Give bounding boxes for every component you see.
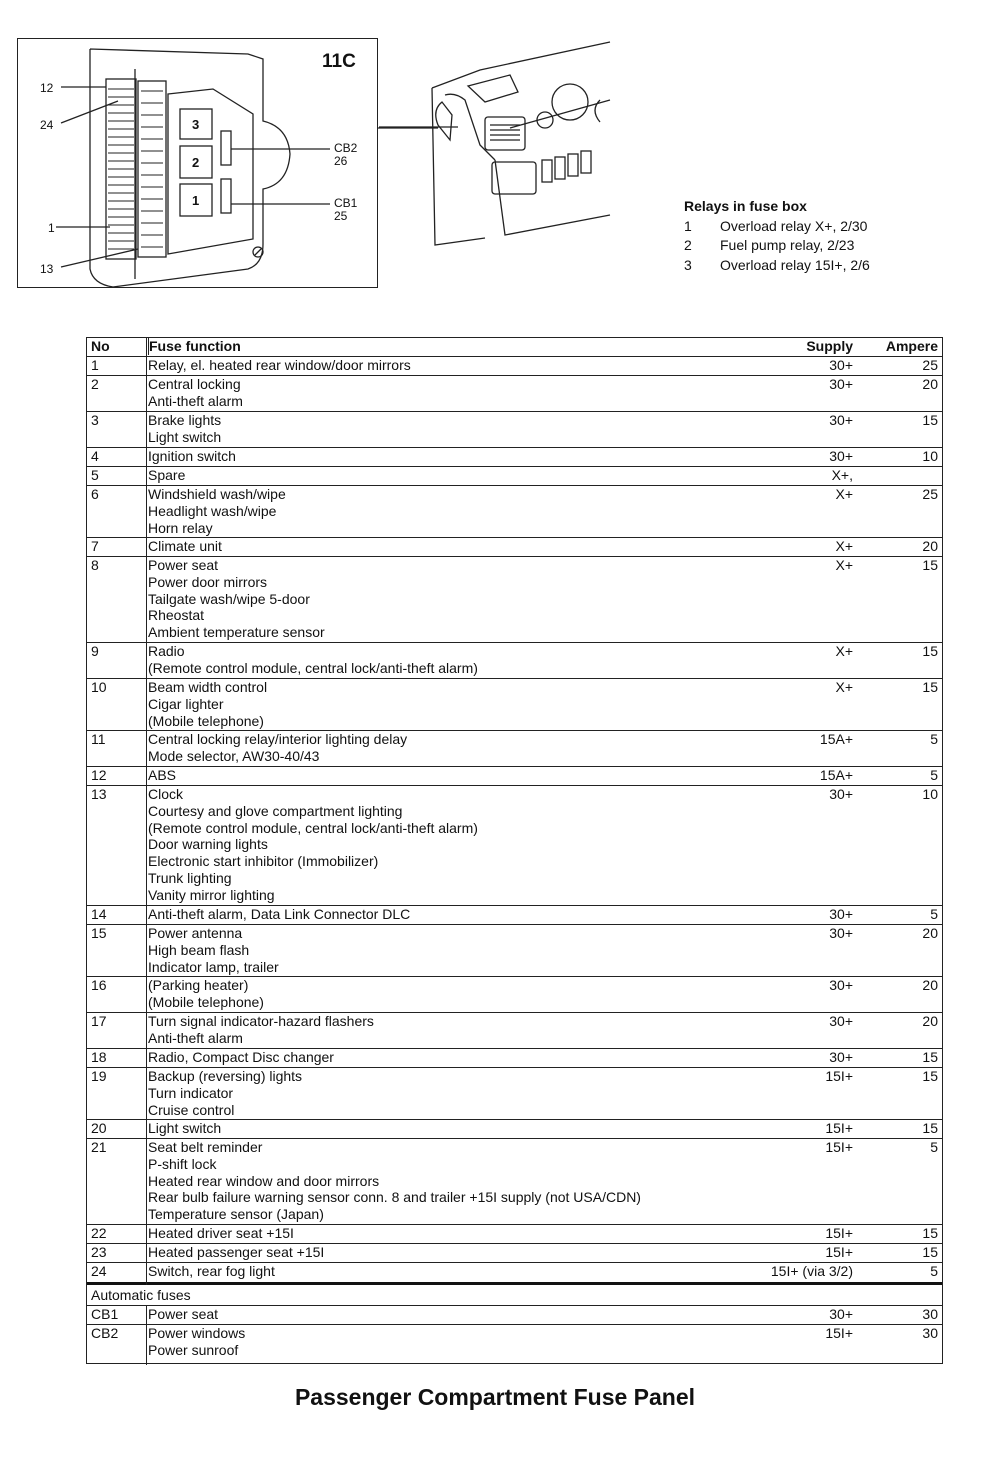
table-row — [87, 679, 942, 731]
fuse-function-cell — [148, 412, 221, 446]
ampere-value: 15 — [922, 1068, 938, 1084]
fuse-function-cell — [148, 1263, 275, 1280]
header-ampere: Ampere — [885, 338, 938, 354]
callout-fuse-24: 24 — [40, 118, 54, 132]
fuse-function-cell — [148, 1244, 324, 1261]
fuse-function-cell — [148, 1325, 245, 1359]
fuse-function-line: Courtesy and glove compartment lighting — [148, 802, 403, 819]
fuse-function-cell — [148, 1013, 374, 1047]
fuse-function-line: Clock — [148, 786, 184, 802]
relay-number: 3 — [684, 256, 692, 273]
supply-value: X+ — [835, 538, 853, 554]
ampere-value: 25 — [922, 486, 938, 502]
fuse-number: 8 — [91, 557, 99, 573]
automatic-fuses-label: Automatic fuses — [91, 1287, 191, 1303]
fuse-function-cell — [148, 906, 410, 923]
fuse-function-line: ABS — [148, 767, 177, 783]
table-row — [87, 1306, 942, 1325]
callout-cb1-label: CB1 — [334, 196, 358, 210]
fuse-function-line: Heated rear window and door mirrors — [148, 1172, 380, 1189]
fuse-number: 22 — [91, 1225, 107, 1241]
ampere-value: 15 — [922, 1120, 938, 1136]
relay-description: Overload relay 15I+, 2/6 — [720, 256, 870, 273]
fuse-function-line: Tailgate wash/wipe 5-door — [148, 590, 310, 607]
supply-value: X+ — [835, 486, 853, 502]
fuse-number: 4 — [91, 448, 99, 464]
relay-number: 2 — [684, 237, 692, 253]
supply-value: X+ — [835, 679, 853, 695]
ampere-value: 5 — [930, 1263, 938, 1279]
fuse-function-line: Power sunroof — [148, 1341, 239, 1358]
ampere-value: 5 — [930, 906, 938, 922]
relay-item — [684, 236, 870, 256]
callout-cb1-number: 25 — [334, 209, 348, 223]
fuse-function-line: Radio — [148, 643, 185, 659]
supply-value: X+ — [835, 643, 853, 659]
fuse-function-line: Electronic start inhibitor (Immobilizer) — [148, 853, 379, 870]
table-row — [87, 1325, 942, 1361]
fuse-function-cell — [148, 977, 264, 1011]
fuse-function-cell — [148, 467, 185, 484]
fuse-number: 17 — [91, 1013, 107, 1029]
fuse-function-line: Anti-theft alarm — [148, 1029, 243, 1046]
column-divider — [146, 338, 147, 1285]
supply-value: 15I+ (via 3/2) — [770, 1263, 853, 1279]
fuse-function-line: Cigar lighter — [148, 695, 224, 712]
fuse-number: 14 — [91, 906, 107, 922]
table-row — [87, 731, 942, 767]
fuse-function-cell — [148, 767, 176, 784]
table-row — [87, 376, 942, 412]
fuse-function-line: Relay, el. heated rear window/door mirrors — [148, 357, 411, 373]
fuse-number: 6 — [91, 486, 99, 502]
supply-value: X+ — [835, 557, 853, 573]
header-no: No — [91, 338, 110, 354]
header-supply: Supply — [806, 338, 853, 354]
fuse-number: 3 — [91, 412, 99, 428]
fuse-function-line: Backup (reversing) lights — [148, 1068, 303, 1084]
callout-fuse-13: 13 — [40, 262, 54, 276]
page-title: Passenger Compartment Fuse Panel — [294, 1384, 696, 1410]
table-row — [87, 1139, 942, 1225]
supply-value: 30+ — [829, 786, 853, 802]
fuse-function-line: Power antenna — [148, 925, 243, 941]
fuse-number: 19 — [91, 1068, 107, 1084]
relay-2-marker: 2 — [192, 155, 200, 170]
fuse-function-line: Power windows — [148, 1325, 246, 1341]
ampere-value: 5 — [930, 731, 938, 747]
callout-fuse-1: 1 — [48, 221, 55, 235]
fuse-function-cell — [148, 557, 325, 641]
supply-value: 15I+ — [825, 1068, 853, 1084]
fuse-function-line: Mode selector, AW30-40/43 — [148, 747, 320, 764]
ampere-value: 10 — [922, 448, 938, 464]
supply-value: 15I+ — [825, 1325, 853, 1341]
callout-cb2-label: CB2 — [334, 141, 358, 155]
relays-legend — [684, 197, 870, 275]
ampere-value: 30 — [922, 1325, 938, 1341]
supply-value: 30+ — [829, 448, 853, 464]
fuse-number: 20 — [91, 1120, 107, 1136]
fuse-function-line: High beam flash — [148, 941, 250, 958]
fuse-function-line: Ambient temperature sensor — [148, 624, 325, 641]
supply-value: 30+ — [829, 977, 853, 993]
fuse-function-line: Central locking relay/interior lighting delay — [148, 731, 408, 747]
fuse-table — [86, 337, 943, 1364]
fuse-function-line: Indicator lamp, trailer — [148, 958, 279, 975]
fuse-function-line: Seat belt reminder — [148, 1139, 263, 1155]
fuse-function-line: (Mobile telephone) — [148, 993, 264, 1010]
table-row — [87, 486, 942, 538]
table-row — [87, 412, 942, 448]
fuse-function-line: Vanity mirror lighting — [148, 886, 275, 903]
fuse-function-cell — [148, 679, 267, 729]
ampere-value: 15 — [922, 412, 938, 428]
header-fuse-function: Fuse function — [149, 338, 241, 354]
supply-value: 30+ — [829, 1306, 853, 1322]
fuse-number: 12 — [91, 767, 107, 783]
callout-fuse-12: 12 — [40, 81, 54, 95]
fuse-number: 15 — [91, 925, 107, 941]
fuse-number: 2 — [91, 376, 99, 392]
fuse-function-line: Cruise control — [148, 1101, 235, 1118]
table-row — [87, 557, 942, 643]
fuse-number: 11 — [91, 731, 106, 747]
table-row — [87, 1120, 942, 1139]
table-row — [87, 467, 942, 486]
fuse-number: CB1 — [91, 1306, 119, 1322]
fuse-function-line: (Remote control module, central lock/anti-theft alarm) — [148, 659, 478, 676]
supply-value: 15I+ — [825, 1225, 853, 1241]
fuse-number: 9 — [91, 643, 99, 659]
table-row — [87, 1068, 942, 1120]
fuse-number: CB2 — [91, 1325, 119, 1341]
fuse-function-line: P-shift lock — [148, 1155, 217, 1172]
fuse-function-line: Radio, Compact Disc changer — [148, 1049, 334, 1065]
fuse-function-line: Power door mirrors — [148, 573, 268, 590]
fuse-number: 1 — [91, 357, 99, 373]
ampere-value: 20 — [922, 538, 938, 554]
fuse-function-line: Switch, rear fog light — [148, 1263, 275, 1279]
fuse-function-cell — [148, 1139, 641, 1223]
fuse-function-cell — [148, 1120, 221, 1137]
ampere-value: 25 — [922, 357, 938, 373]
fuse-function-cell — [148, 1068, 302, 1118]
fuse-function-line: Central locking — [148, 376, 241, 392]
ampere-value: 15 — [922, 679, 938, 695]
table-row — [87, 786, 942, 906]
fuse-function-cell — [148, 925, 279, 975]
automatic-fuses-row — [87, 1287, 942, 1306]
relay-1-marker: 1 — [192, 193, 200, 208]
ampere-value: 10 — [922, 786, 938, 802]
relay-item — [684, 256, 870, 276]
fuse-number: 18 — [91, 1049, 107, 1065]
ampere-value: 15 — [922, 1244, 938, 1260]
supply-value: 30+ — [829, 376, 853, 392]
relay-description: Fuel pump relay, 2/23 — [720, 237, 855, 253]
fuse-function-line: Ignition switch — [148, 448, 236, 464]
supply-value: 30+ — [829, 1049, 853, 1065]
fuse-function-line: Anti-theft alarm — [148, 392, 243, 409]
fuse-function-line: Trunk lighting — [148, 869, 232, 886]
fuse-function-line: Heated passenger seat +15I — [148, 1244, 325, 1260]
relay-item — [684, 217, 870, 237]
table-row — [87, 538, 942, 557]
table-row — [87, 643, 942, 679]
fuse-function-line: Brake lights — [148, 412, 222, 428]
ampere-value: 20 — [922, 376, 938, 392]
fuse-function-cell — [148, 643, 478, 677]
fuse-function-cell — [148, 376, 243, 410]
callout-cb2-number: 26 — [334, 154, 348, 168]
fuse-function-line: Power seat — [148, 1306, 219, 1322]
fuse-function-line: Turn signal indicator-hazard flashers — [148, 1013, 374, 1029]
fuse-number: 23 — [91, 1244, 107, 1260]
supply-value: 15I+ — [825, 1244, 853, 1260]
fuse-function-line: (Mobile telephone) — [148, 712, 264, 729]
fuse-function-line: Light switch — [148, 428, 222, 445]
fuse-function-cell — [148, 786, 478, 904]
fuse-function-line: Door warning lights — [148, 836, 268, 853]
fuse-function-line: (Remote control module, central lock/anti-theft alarm) — [148, 819, 478, 836]
ampere-value: 20 — [922, 925, 938, 941]
table-row — [87, 1225, 942, 1244]
fuse-function-line: Rheostat — [148, 607, 205, 624]
fuse-function-line: Climate unit — [148, 538, 222, 554]
fuse-number: 21 — [91, 1139, 107, 1155]
relay-3-marker: 3 — [192, 117, 200, 132]
table-row — [87, 1013, 942, 1049]
ampere-value: 15 — [922, 1049, 938, 1065]
fuse-function-line: Horn relay — [148, 519, 213, 536]
fuse-function-line: Turn indicator — [148, 1084, 234, 1101]
table-row — [87, 977, 942, 1013]
table-row — [87, 767, 942, 786]
table-row — [87, 357, 942, 376]
ampere-value: 5 — [930, 767, 938, 783]
table-header-row — [87, 338, 942, 357]
fuse-number: 5 — [91, 467, 99, 483]
table-row — [87, 1263, 942, 1285]
supply-value: 30+ — [829, 925, 853, 941]
ampere-value: 5 — [930, 1139, 938, 1155]
ampere-value: 20 — [922, 1013, 938, 1029]
supply-value: X+, — [831, 467, 853, 483]
fuse-function-cell — [148, 1225, 294, 1242]
ampere-value: 30 — [922, 1306, 938, 1322]
column-divider — [146, 1306, 147, 1365]
fuse-function-cell — [148, 357, 411, 374]
table-row — [87, 448, 942, 467]
supply-value: 30+ — [829, 906, 853, 922]
fuse-function-line: Power seat — [148, 557, 219, 573]
fuse-function-line: Heated driver seat +15I — [148, 1225, 294, 1241]
fuse-number: 24 — [91, 1263, 107, 1279]
fuse-function-line: Windshield wash/wipe — [148, 486, 286, 502]
relays-legend-title: Relays in fuse box — [684, 198, 807, 214]
fuse-function-line: Rear bulb failure warning sensor conn. 8 and trailer +15I supply (not USA/CDN) — [148, 1189, 641, 1206]
supply-value: 15A+ — [819, 767, 853, 783]
table-row — [87, 906, 942, 925]
fuse-function-cell — [148, 1049, 334, 1066]
ampere-value: 15 — [922, 1225, 938, 1241]
fuse-function-cell — [148, 448, 236, 465]
fuse-number: 10 — [91, 679, 107, 695]
fuse-number: 7 — [91, 538, 99, 554]
relay-number: 1 — [684, 217, 692, 234]
fuse-function-line: Temperature sensor (Japan) — [148, 1206, 324, 1223]
supply-value: 15A+ — [819, 731, 853, 747]
fuse-number: 13 — [91, 786, 107, 802]
fuse-box-diagram — [17, 38, 378, 288]
fuse-function-line: Headlight wash/wipe — [148, 502, 277, 519]
dashboard-illustration — [420, 40, 620, 240]
fuse-function-line: Spare — [148, 467, 186, 483]
fuse-function-cell — [148, 538, 222, 555]
ampere-value: 15 — [922, 557, 938, 573]
fuse-function-line: (Parking heater) — [148, 977, 249, 993]
supply-value: 15I+ — [825, 1120, 853, 1136]
fuse-function-line: Anti-theft alarm, Data Link Connector DLC — [148, 906, 411, 922]
ampere-value: 20 — [922, 977, 938, 993]
fuse-function-cell — [148, 486, 286, 536]
supply-value: 15I+ — [825, 1139, 853, 1155]
ampere-value: 15 — [922, 643, 938, 659]
supply-value: 30+ — [829, 412, 853, 428]
supply-value: 30+ — [829, 1013, 853, 1029]
figure-label: 11C — [322, 51, 356, 72]
table-row — [87, 1244, 942, 1263]
fuse-function-line: Light switch — [148, 1120, 222, 1136]
fuse-function-cell — [148, 731, 407, 765]
table-row — [87, 1049, 942, 1068]
supply-value: 30+ — [829, 357, 853, 373]
fuse-function-line: Beam width control — [148, 679, 268, 695]
relay-description: Overload relay X+, 2/30 — [720, 217, 868, 234]
fuse-number: 16 — [91, 977, 107, 993]
fuse-function-cell — [148, 1306, 218, 1323]
table-row — [87, 925, 942, 977]
